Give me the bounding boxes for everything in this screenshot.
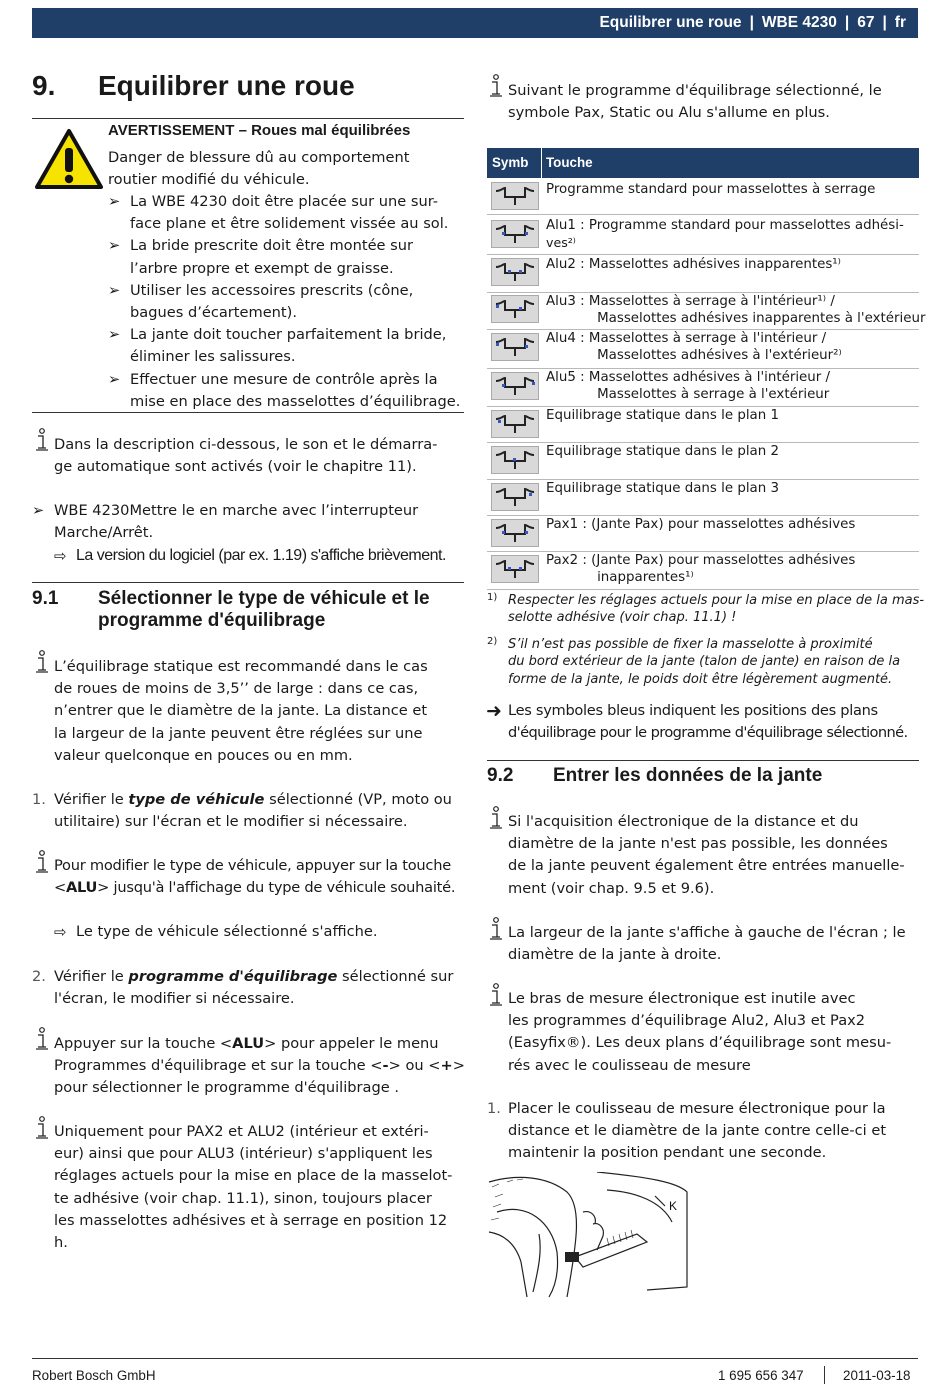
step-1-result: Le type de véhicule sélectionné s'affiche. bbox=[76, 923, 378, 940]
warning-icon bbox=[34, 128, 104, 190]
info-icon bbox=[488, 74, 504, 98]
table-cell: Alu5 : Masselottes adhésives à l'intérieur / Masselottes à serrage à l'extérieur bbox=[546, 370, 831, 402]
info-icon bbox=[488, 917, 504, 941]
step-number: 1. bbox=[32, 791, 46, 808]
wheel-symbol-icon bbox=[491, 555, 539, 583]
wheel-symbol-icon bbox=[491, 446, 539, 474]
step-1-text: Vérifier le type de véhicule sélectionné (VP, moto ou utilitaire) sur l'écran et le modifier si nécessaire. bbox=[54, 791, 452, 831]
step-place-slider: Placer le coulisseau de mesure électronique pour la distance et le diamètre de la jante contre celle-ci et maintenir la position pendant une seconde. bbox=[508, 1100, 887, 1162]
column-header-touche: Touche bbox=[546, 155, 593, 170]
wheel-symbol-icon bbox=[491, 220, 539, 248]
footnote-mark: 1) bbox=[487, 592, 498, 603]
figure-label-k: K bbox=[669, 1199, 678, 1213]
wheel-symbol-icon bbox=[491, 483, 539, 511]
section-91-number: 9.1 bbox=[32, 588, 59, 609]
section-9-number: 9. bbox=[32, 70, 56, 101]
page-header: Equilibrer une roue | WBE 4230 | 67 | fr bbox=[32, 8, 918, 38]
note-vehicle-type: Pour modifier le type de véhicule, appuyer sur la touche <ALU> jusqu'à l'affichage du type de véhicule souhaité. bbox=[54, 857, 456, 897]
wheel-symbol-icon bbox=[491, 410, 539, 438]
wheel-measuring-illustration bbox=[487, 1172, 692, 1300]
note-pax-alu: Uniquement pour PAX2 et ALU2 (intérieur et extéri- eur) ainsi que pour ALU3 (intérieur) s'appliquent les réglages actuels pour la mise en place de la masselot- te adhésive (voir chap. 11.1), sinon, toujours placer les masselottes adhésives et à serrage en position 12 h. bbox=[54, 1123, 453, 1252]
header-title: Equilibrer une roue bbox=[599, 14, 742, 31]
footer-document-number: 1 695 656 347 bbox=[718, 1368, 804, 1383]
arrow-bullet-icon: ➢ bbox=[108, 370, 121, 388]
step-2-text: Vérifier le programme d'équilibrage sélectionné sur l'écran, le modifier si nécessaire. bbox=[54, 968, 454, 1008]
section-92-title: Entrer les données de la jante bbox=[553, 765, 823, 786]
arrow-bullet-icon: ➢ bbox=[32, 502, 45, 519]
info-icon bbox=[34, 650, 50, 674]
info-icon bbox=[34, 850, 50, 874]
step-power-on-result: La version du logiciel (par ex. 1.19) s'affiche brièvement. bbox=[76, 547, 446, 564]
wheel-symbol-icon bbox=[491, 295, 539, 323]
table-cell: Alu2 : Masselottes adhésives inapparentes¹⁾ bbox=[546, 257, 841, 272]
note-acquisition: Si l'acquisition électronique de la distance et du diamètre de la jante n'est pas possible, les données de la jante peuvent également être entrées manuelle- ment (voir chap. 9.5 et 9.6). bbox=[508, 813, 905, 897]
section-92-number: 9.2 bbox=[487, 765, 514, 786]
info-icon bbox=[488, 983, 504, 1007]
divider bbox=[32, 412, 464, 413]
note-measuring-arm: Le bras de mesure électronique est inutile avec les programmes d’équilibrage Alu2, Alu3 et Pax2 (Easyfix®). Les deux plans d’équilibrage sont mesu- rés avec le coulisseau de mesure bbox=[508, 990, 892, 1074]
section-9-title: Equilibrer une roue bbox=[98, 70, 355, 101]
note-auto-start: Dans la description ci-dessous, le son et le démarra- ge automatique sont activés (voir le chapitre 11). bbox=[54, 436, 438, 476]
info-icon bbox=[34, 1027, 50, 1051]
step-number: 1. bbox=[487, 1100, 501, 1117]
footer-company: Robert Bosch GmbH bbox=[32, 1368, 156, 1383]
table-cell: Alu1 : Programme standard pour masselottes adhési- ves²⁾ bbox=[546, 218, 904, 250]
info-icon bbox=[34, 1116, 50, 1140]
arrow-right-icon: ➜ bbox=[486, 700, 502, 722]
footer-divider bbox=[32, 1358, 918, 1359]
note-static-balancing: L’équilibrage statique est recommandé dans le cas de roues de moins de 3,5’’ de large : dans ce cas, n’entrer que le diamètre de la jante. La distance et la largeur de la jante peuvent être réglées sur une valeur quelconque en pouces ou en mm. bbox=[54, 658, 428, 764]
wheel-symbol-icon bbox=[491, 333, 539, 361]
table-header bbox=[487, 148, 919, 178]
table-cell: Equilibrage statique dans le plan 2 bbox=[546, 444, 780, 459]
table-cell: Programme standard pour masselottes à serrage bbox=[546, 182, 876, 197]
table-cell: Pax2 : (Jante Pax) pour masselottes adhésives inapparentes¹⁾ bbox=[546, 553, 856, 585]
arrow-bullet-icon: ➢ bbox=[108, 237, 121, 255]
header-language: fr bbox=[894, 14, 906, 31]
arrow-bullet-icon: ➢ bbox=[108, 193, 121, 210]
arrow-bullet-icon: ➢ bbox=[108, 281, 121, 299]
note-symbol: Suivant le programme d'équilibrage sélectionné, le symbole Pax, Static ou Alu s'allume en plus. bbox=[508, 82, 882, 122]
divider bbox=[32, 118, 464, 119]
footnote-2: S’il n’est pas possible de fixer la masselotte à proximité du bord extérieur de la jante (talon de jante) en raison de la forme de la jante, le poids doit être légèrement augmenté. bbox=[508, 637, 901, 687]
table-cell: Equilibrage statique dans le plan 1 bbox=[546, 408, 780, 423]
wheel-symbol-icon bbox=[491, 519, 539, 547]
wheel-symbol-icon bbox=[491, 372, 539, 400]
table-cell: Equilibrage statique dans le plan 3 bbox=[546, 481, 780, 496]
header-product: WBE 4230 bbox=[761, 14, 837, 31]
divider bbox=[487, 760, 919, 761]
footnote-mark: 2) bbox=[487, 636, 498, 647]
column-header-symb: Symb bbox=[492, 155, 529, 170]
info-icon bbox=[488, 806, 504, 830]
footer-date: 2011-03-18 bbox=[843, 1368, 911, 1383]
footnote-1: Respecter les réglages actuels pour la mise en place de la mas- selotte adhésive (voir chap. 11.1) ! bbox=[508, 593, 925, 626]
table-cell: Alu3 : Masselottes à serrage à l'intérieur¹⁾ / Masselottes adhésives inapparentes à l'extérieur bbox=[546, 294, 926, 326]
wheel-symbol-icon bbox=[491, 258, 539, 286]
table-cell: Alu4 : Masselottes à serrage à l'intérieur / Masselottes adhésives à l'extérieur²⁾ bbox=[546, 331, 842, 363]
info-icon bbox=[34, 428, 50, 452]
step-number: 2. bbox=[32, 968, 46, 985]
note-balancing-menu: Appuyer sur la touche <ALU> pour appeler le menu Programmes d'équilibrage et sur la touche <-> ou <+> pour sélectionner le programme d'équilibrage . bbox=[54, 1035, 465, 1097]
warning-title: AVERTISSEMENT – Roues mal équilibrées bbox=[108, 122, 411, 139]
note-rim-width: La largeur de la jante s'affiche à gauche de l'écran ; le diamètre de la jante à droite. bbox=[508, 924, 906, 964]
table-cell: Pax1 : (Jante Pax) pour masselottes adhésives bbox=[546, 517, 856, 532]
note-blue-symbols: Les symboles bleus indiquent les positions des plans d'équilibrage pour le programme d'équilibrage sélectionné. bbox=[508, 702, 908, 742]
divider bbox=[32, 582, 464, 583]
section-91-title: Sélectionner le type de véhicule et le programme d'équilibrage bbox=[98, 588, 430, 631]
result-arrow-icon: ⇨ bbox=[54, 547, 67, 565]
wheel-symbol-icon bbox=[491, 182, 539, 210]
warning-text-1: Danger de blessure dû au comportement bbox=[108, 149, 410, 166]
step-power-on: WBE 4230Mettre le en marche avec l’interrupteur Marche/Arrêt. bbox=[54, 502, 419, 542]
result-arrow-icon: ⇨ bbox=[54, 923, 67, 941]
arrow-bullet-icon: ➢ bbox=[108, 326, 121, 344]
warning-text-2: routier modifié du véhicule. bbox=[108, 171, 310, 188]
header-page-number: 67 bbox=[857, 14, 875, 31]
